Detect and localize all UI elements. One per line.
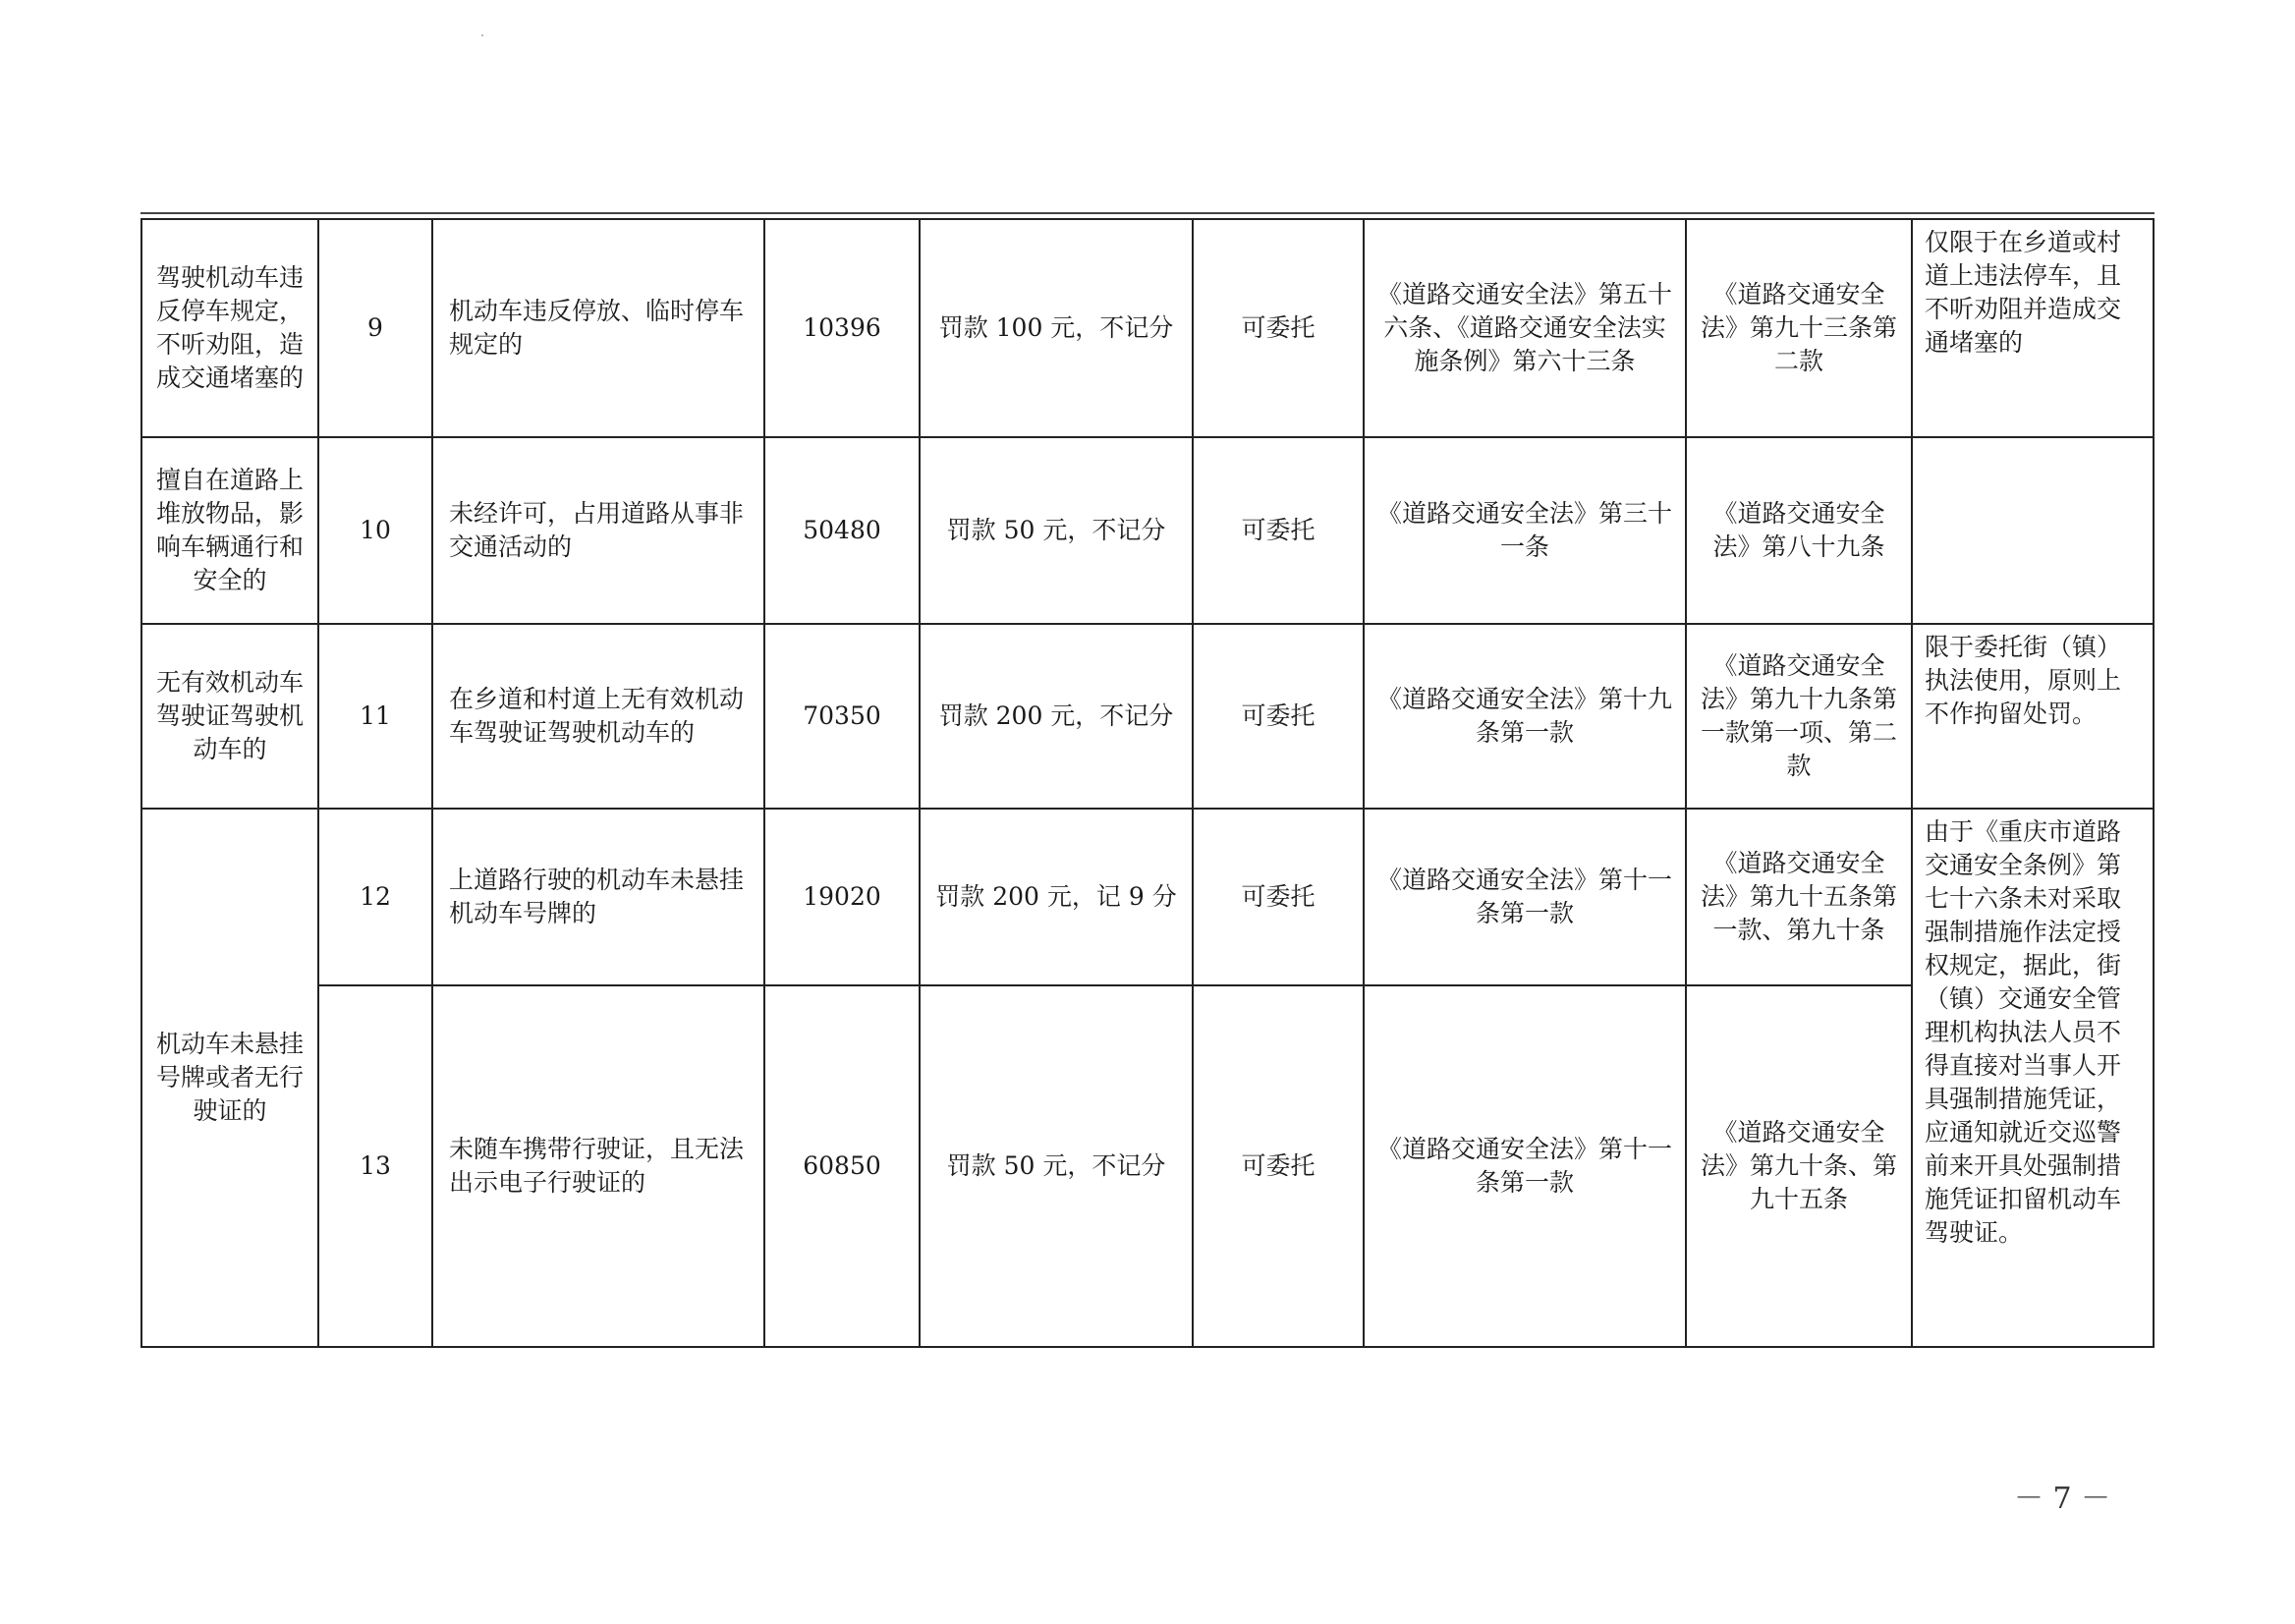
violation-code-cell: 70350: [764, 624, 920, 809]
penalty-cell: 罚款 50 元，不记分: [920, 985, 1193, 1347]
serial-number-cell: 13: [318, 985, 432, 1347]
table-row: [141, 809, 2154, 985]
table-row: [141, 219, 2154, 437]
legal-basis-cell: 《道路交通安全法》第三十一条: [1364, 437, 1686, 624]
serial-number-cell: 11: [318, 624, 432, 809]
penalty-basis-cell: 《道路交通安全法》第九十五条第一款、第九十条: [1686, 809, 1912, 985]
serial-number-cell: 10: [318, 437, 432, 624]
violation-description-cell: 上道路行驶的机动车未悬挂机动车号牌的: [432, 809, 764, 985]
legal-basis-cell: 《道路交通安全法》第十一条第一款: [1364, 985, 1686, 1347]
violation-category-cell: 擅自在道路上堆放物品，影响车辆通行和安全的: [141, 437, 318, 624]
violation-description-cell: 未随车携带行驶证，且无法出示电子行驶证的: [432, 985, 764, 1347]
penalty-basis-cell: 《道路交通安全法》第九十三条第二款: [1686, 219, 1912, 437]
legal-basis-cell: 《道路交通安全法》第十一条第一款: [1364, 809, 1686, 985]
violation-category-cell: 机动车未悬挂号牌或者无行驶证的: [141, 809, 318, 1347]
violation-category-cell: 无有效机动车驾驶证驾驶机动车的: [141, 624, 318, 809]
penalty-cell: 罚款 100 元，不记分: [920, 219, 1193, 437]
entrustment-cell: 可委托: [1193, 219, 1364, 437]
violation-code-cell: 60850: [764, 985, 920, 1347]
penalty-cell: 罚款 200 元，不记分: [920, 624, 1193, 809]
violation-code-cell: 10396: [764, 219, 920, 437]
penalty-cell: 罚款 50 元，不记分: [920, 437, 1193, 624]
table-row: [141, 985, 2154, 1347]
entrustment-cell: 可委托: [1193, 624, 1364, 809]
entrustment-cell: 可委托: [1193, 985, 1364, 1347]
penalty-basis-cell: 《道路交通安全法》第九十九条第一款第一项、第二款: [1686, 624, 1912, 809]
table-row: [141, 624, 2154, 809]
serial-number-cell: 9: [318, 219, 432, 437]
penalty-basis-cell: 《道路交通安全法》第八十九条: [1686, 437, 1912, 624]
violation-description-cell: 在乡道和村道上无有效机动车驾驶证驾驶机动车的: [432, 624, 764, 809]
traffic-violation-table: [140, 218, 2155, 1348]
violation-code-cell: 19020: [764, 809, 920, 985]
violation-description-cell: 机动车违反停放、临时停车规定的: [432, 219, 764, 437]
remark-cell: [1912, 437, 2154, 624]
page-number: － 7 －: [2014, 1482, 2111, 1516]
remark-cell: 仅限于在乡道或村道上违法停车，且不听劝阻并造成交通堵塞的: [1912, 219, 2154, 437]
scan-speck: [481, 34, 483, 36]
entrustment-cell: 可委托: [1193, 437, 1364, 624]
penalty-basis-cell: 《道路交通安全法》第九十条、第九十五条: [1686, 985, 1912, 1347]
penalty-cell: 罚款 200 元，记 9 分: [920, 809, 1193, 985]
table-top-rule: [140, 212, 2155, 214]
entrustment-cell: 可委托: [1193, 809, 1364, 985]
violation-code-cell: 50480: [764, 437, 920, 624]
violation-description-cell: 未经许可，占用道路从事非交通活动的: [432, 437, 764, 624]
violation-category-cell: 驾驶机动车违反停车规定，不听劝阻，造成交通堵塞的: [141, 219, 318, 437]
serial-number-cell: 12: [318, 809, 432, 985]
remark-cell: 由于《重庆市道路交通安全条例》第七十六条未对采取强制措施作法定授权规定，据此，街（镇）交通安全管理机构执法人员不得直接对当事人开具强制措施凭证，应通知就近交巡警前来开具处强制措施凭证扣留机动车驾驶证。: [1912, 809, 2154, 1347]
remark-cell: 限于委托街（镇）执法使用，原则上不作拘留处罚。: [1912, 624, 2154, 809]
legal-basis-cell: 《道路交通安全法》第五十六条、《道路交通安全法实施条例》第六十三条: [1364, 219, 1686, 437]
table-row: [141, 437, 2154, 624]
legal-basis-cell: 《道路交通安全法》第十九条第一款: [1364, 624, 1686, 809]
